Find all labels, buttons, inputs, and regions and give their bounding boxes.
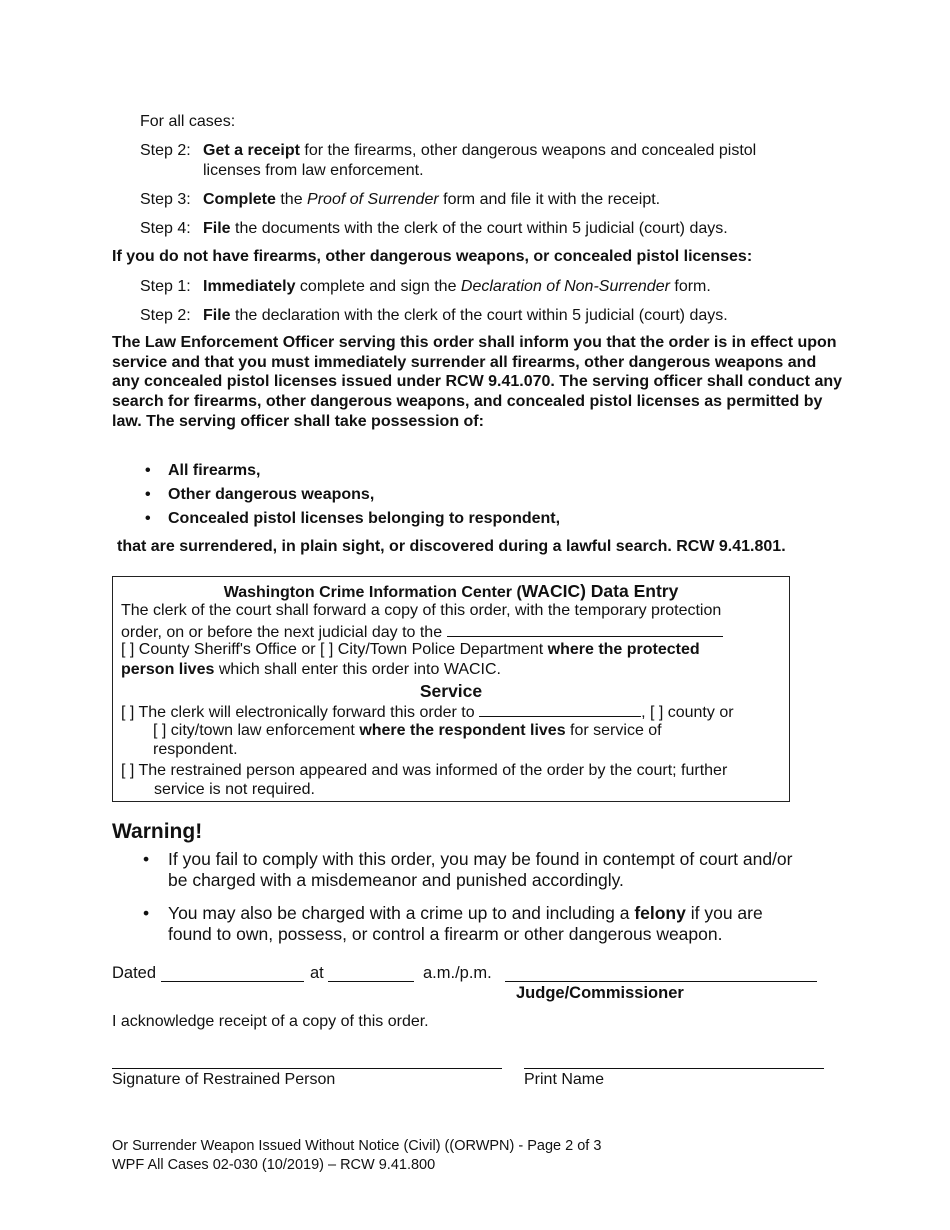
step-immediately xyxy=(140,277,711,297)
step-label: Step 3: xyxy=(140,191,191,208)
step-text: the documents with the clerk of the court within 5 judicial (court) days. xyxy=(230,220,728,237)
agency-blank-field[interactable] xyxy=(447,622,723,637)
wacic-line: The clerk of the court shall forward a copy of this order, with the temporary protection xyxy=(121,602,722,619)
acknowledge-text: I acknowledge receipt of a copy of this order. xyxy=(112,1013,429,1030)
bullet-icon: • xyxy=(145,462,151,479)
surrender-clause: that are surrendered, in plain sight, or discovered during a lawful search. RCW 9.41.801. xyxy=(117,538,786,555)
wacic-emphasis: where the protected xyxy=(547,641,700,658)
bullet-icon: • xyxy=(143,849,150,869)
warning-title: Warning! xyxy=(112,820,203,843)
step-label: Step 2: xyxy=(140,142,191,159)
wacic-text: [ ] County Sheriff's Office or [ ] City/Town Police Department xyxy=(121,641,548,658)
step-text: form. xyxy=(669,278,711,295)
service-text: for service of xyxy=(565,722,662,739)
step-file-declaration xyxy=(140,306,728,326)
print-name-label: Print Name xyxy=(524,1071,605,1088)
warning-text: found to own, possess, or control a firearm or other dangerous weapon. xyxy=(168,924,723,944)
list-item xyxy=(145,510,560,528)
warning-text-part: You may also be charged with a crime up to and including a xyxy=(168,903,635,923)
warning-text: If you fail to comply with this order, you may be found in contempt of court and/or xyxy=(168,849,793,869)
judge-signature-line[interactable] xyxy=(505,981,817,982)
list-item xyxy=(145,486,374,504)
footer-line-1: Or Surrender Weapon Issued Without Notice (Civil) ((ORWPN) - Page 2 of 3 xyxy=(112,1138,602,1154)
date-blank-field[interactable] xyxy=(161,981,304,982)
judge-label: Judge/Commissioner xyxy=(516,984,684,1002)
service-option-2-cont: service is not required. xyxy=(154,781,315,798)
step-bold: Immediately xyxy=(203,278,296,295)
step-bold: Get a receipt xyxy=(203,142,300,159)
step-text: complete and sign the xyxy=(295,278,461,295)
restrained-signature-line[interactable] xyxy=(112,1068,502,1069)
step-text: the declaration with the clerk of the court within 5 judicial (court) days. xyxy=(230,307,728,324)
step-text: for the firearms, other dangerous weapons and concealed pistol xyxy=(299,142,757,159)
wacic-line xyxy=(121,641,700,659)
step-complete-proof xyxy=(140,190,660,210)
ampm-label: a.m./p.m. xyxy=(423,964,492,982)
no-firearms-heading: If you do not have firearms, other dangerous weapons, or concealed pistol licenses: xyxy=(112,248,753,265)
wacic-text: order, on or before the next judicial day to the xyxy=(121,624,443,641)
warning-emphasis: felony xyxy=(634,903,686,923)
step-get-receipt xyxy=(140,141,756,181)
step-label: Step 2: xyxy=(140,307,191,324)
officer-paragraph: The Law Enforcement Officer serving this order shall inform you that the order is in effect upon service and that you must immediately surrender all firearms, other dangerous weapons and any concealed pistol licenses issued under RCW 9.41.070. The serving officer shall conduct any search for firearms, other dangerous weapons, and concealed pistol licenses as permitted by law. The serving officer shall take possession of: xyxy=(112,334,843,430)
wacic-service-box xyxy=(112,576,790,802)
form-name: Proof of Surrender xyxy=(307,191,439,208)
service-option-1 xyxy=(121,702,734,722)
list-item-text: All firearms, xyxy=(168,462,261,479)
wacic-title xyxy=(113,581,789,602)
wacic-emphasis: person lives xyxy=(121,661,215,678)
step-bold: File xyxy=(203,220,231,237)
step-bold: Complete xyxy=(203,191,276,208)
footer-line-2: WPF All Cases 02-030 (10/2019) – RCW 9.41.800 xyxy=(112,1157,436,1173)
bullet-icon: • xyxy=(143,903,150,923)
step-file-documents xyxy=(140,219,728,239)
service-option-1-cont: respondent. xyxy=(153,741,238,758)
list-item-text: Concealed pistol licenses belonging to respondent, xyxy=(168,510,561,527)
dated-label: Dated xyxy=(112,964,157,982)
service-title: Service xyxy=(419,681,483,701)
warning-text: be charged with a misdemeanor and punished accordingly. xyxy=(168,870,624,890)
restrained-signature-label: Signature of Restrained Person xyxy=(112,1071,336,1088)
wacic-line xyxy=(121,661,501,679)
print-name-line[interactable] xyxy=(524,1068,824,1069)
service-text: [ ] city/town law enforcement xyxy=(153,722,360,739)
wacic-title-part: WACIC) Data Entry xyxy=(521,581,679,601)
warning-text xyxy=(168,903,763,924)
warning-text-part: if you are xyxy=(685,903,763,923)
at-label: at xyxy=(310,964,324,982)
step-label: Step 4: xyxy=(140,220,191,237)
step-continuation: licenses from law enforcement. xyxy=(203,162,424,179)
intro-text: For all cases: xyxy=(140,113,236,130)
wacic-line xyxy=(121,622,723,642)
service-text: , [ ] county or xyxy=(641,704,734,721)
time-blank-field[interactable] xyxy=(328,981,414,982)
step-label: Step 1: xyxy=(140,278,191,295)
bullet-icon: • xyxy=(145,510,151,527)
forward-to-blank-field[interactable] xyxy=(479,702,641,717)
step-text: form and file it with the receipt. xyxy=(438,191,661,208)
wacic-title-part: Washington Crime Information Center ( xyxy=(223,584,522,601)
step-text: the xyxy=(275,191,308,208)
list-item-text: Other dangerous weapons, xyxy=(168,486,375,503)
service-option-2: [ ] The restrained person appeared and was informed of the order by the court; further xyxy=(121,762,728,779)
step-bold: File xyxy=(203,307,231,324)
service-emphasis: where the respondent lives xyxy=(359,722,566,739)
form-name: Declaration of Non-Surrender xyxy=(460,278,670,295)
list-item xyxy=(145,462,260,480)
service-option-1-cont xyxy=(153,722,662,740)
service-text: [ ] The clerk will electronically forward this order to xyxy=(121,704,475,721)
wacic-text: which shall enter this order into WACIC. xyxy=(214,661,501,678)
bullet-icon: • xyxy=(145,486,151,503)
